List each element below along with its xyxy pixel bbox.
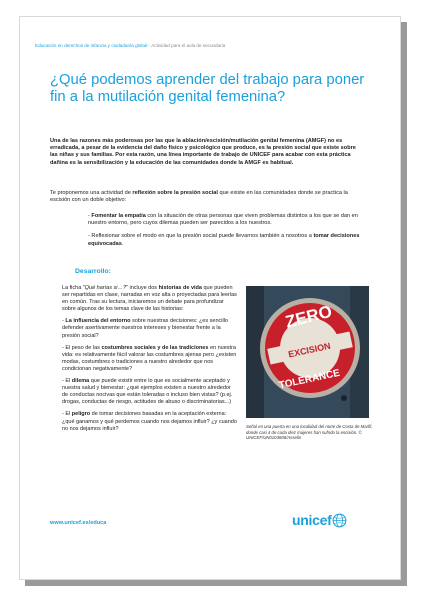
sign-text-top: ZERO <box>283 301 334 332</box>
sign-illustration <box>246 286 369 418</box>
proposal-post: que existe en las comunidades donde se practica la escisión con un doble objetivo: <box>50 190 348 204</box>
objectives-list <box>88 213 368 254</box>
objective-item: - Fomentar la empatía con la situación de otras personas que viven problemas distintos a los que se dan en nuestro entorno, pero cuyos dilemas pueden ser parecidos a los nuestros. <box>88 213 358 227</box>
globe-icon <box>332 513 347 528</box>
proposal-paragraph <box>50 190 360 204</box>
header-separator: - <box>147 43 152 48</box>
header <box>35 43 225 48</box>
footer-link[interactable]: www.unicef.es/educa <box>50 520 107 526</box>
objective-item: - Reflexionar sobre el modo en que la presión social puede llevarnos también a nosotros a tomar decisiones equivocadas. <box>88 233 360 247</box>
development-item: - El dilema que puede existir entre lo que es socialmente aceptado y nuestra salud y bienestar: ¿qué ejemplos existen a nuestro alrededor de conductas nocivas que están toleradas o incluso bien vistas? (p.ej. drogas, conductas de riesgo, actitudes de abuso o discriminatorias...) <box>62 378 233 406</box>
logo-text: unicef <box>292 512 332 528</box>
header-sublabel: Actividad para el aula de secundaria <box>151 43 226 48</box>
development-item: - El peso de las costumbres sociales y de las tradiciones en nuestra vida: es relativamente fácil valorar las costumbres ajenas pero ¿existen modas, costumbres o tradiciones a nuestro alrededor que nos condicionan negativamente? <box>62 344 237 372</box>
intro-paragraph: Una de las razones más poderosas por las que la ablación/escisión/mutilación genital femenina (AMGF) no es erradicada, a pesar de la evidencia del daño físico y psicológico que produce, es la presión social que existe sobre las niñas y sus familias. Por esta razón, una línea importante de trabajo de UNICEF para acabar con esta práctica dañina es la sensibilización y la educación de las comunidades donde la AMGF es habitual. <box>50 138 356 166</box>
sign-text-bottom: TOLERANCE <box>277 367 341 392</box>
photo-caption: Señal en una puerta en una localidad del norte de Costa de Marfil, donde casi 4 de cada diez mujeres han sufrido la escisión. © UNICEF/UN0103606/Asselin <box>246 424 373 441</box>
section-title: Desarrollo: <box>75 268 111 275</box>
development-item: - La influencia del entorno sobre nuestras decisiones: ¿es sencillo defender asertivamente nuestros intereses y bienestar frente a la presión social? <box>62 318 228 339</box>
unicef-logo <box>292 512 347 528</box>
development-column <box>62 285 237 438</box>
proposal-pre: Te proponemos una actividad de <box>50 190 133 196</box>
development-item: - El peligro de tomar decisiones basadas en la aceptación externa: ¿qué ganamos y qué perdemos cuando nos dejamos influir? ¿y cuando no nos dejamos influir? <box>62 411 237 432</box>
page-title: ¿Qué podemos aprender del trabajo para poner fin a la mutilación genital femenina? <box>50 72 365 105</box>
header-label: Educación en derechos de infancia y ciudadanía global <box>35 43 148 48</box>
proposal-bold: reflexión sobre la presión social <box>132 190 218 196</box>
development-intro: La ficha "Qué harías si…?" incluye dos historias de vida que pueden ser repartidas en clase, narradas en voz alta o proyectadas para leerlas en común. Tras su lectura, iniciaremos un debate para profundizar sobre algunos de los temas clave de las historias: <box>62 285 237 313</box>
photo-zero-tolerance-sign <box>246 286 369 418</box>
sign-text-middle: EXCISION <box>287 340 332 360</box>
